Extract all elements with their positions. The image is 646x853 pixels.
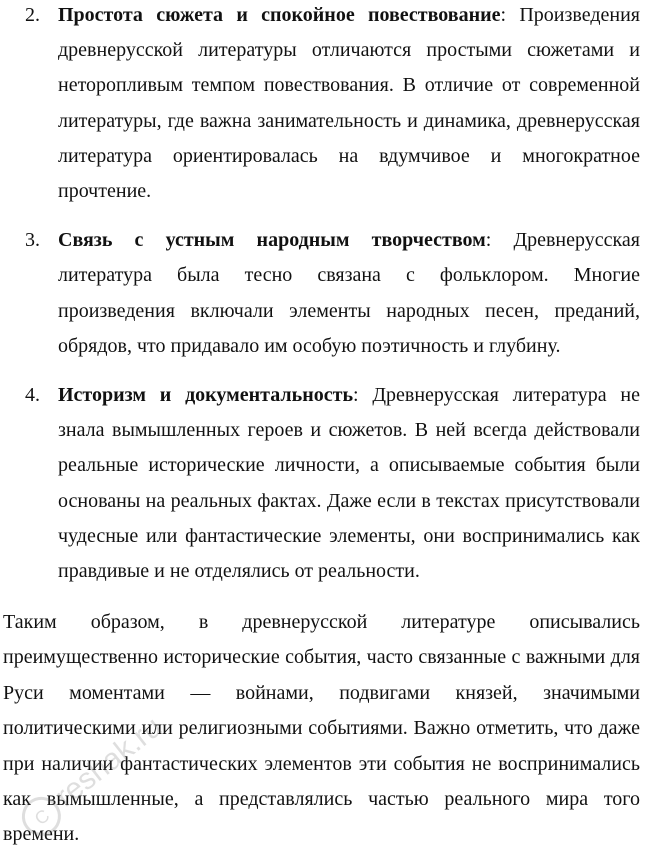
list-term: Связь с устным народным творчеством (58, 229, 486, 252)
list-number: 3. (25, 229, 40, 252)
svg-text:C: C (30, 805, 54, 830)
list-text: : Произведения древнерусской литературы отличаются простыми сюжетами и неторопливым темпом повествования. В отличие от современной литературы, где важна занимательность и динамика, древнерусская литература ориентировалась на вдумчивое и многократное прочтение. (58, 4, 640, 203)
list-item-3 (0, 223, 646, 364)
list-text: : Древнерусская литература была тесно связана с фольклором. Многие произведения включали элементы народных песен, преданий, обрядов, что придавало им особую поэтичность и глубину. (58, 229, 640, 357)
list-term: Историзм и документальность (58, 384, 354, 407)
list-number: 4. (25, 384, 40, 407)
list-item-2 (0, 0, 646, 209)
list-term: Простота сюжета и спокойное повествование (58, 4, 501, 26)
list-text: : Древнерусская литература не знала вымышленных героев и сюжетов. В ней всегда действовали реальные исторические личности, а описываемые события были основаны на реальных фактах. Даже если в текстах присутствовали чудесные или фантастические элементы, они воспринимались как правдивые и не отделялись от реальности. (58, 384, 640, 583)
watermark-text: reshak.ru (49, 710, 169, 814)
list-number: 2. (25, 4, 40, 26)
list-item-4 (0, 378, 646, 589)
conclusion-paragraph: Таким образом, в древнерусской литературе описывались преимущественно исторические события, часто связанные с важными для Руси моментами — войнами, подвигами князей, значимыми политическими или религиозными событиями. Важно отметить, что даже при наличии фантастических элементов эти события не воспринимались как вымышленные, а представлялись частью реального мира того времени. (3, 611, 640, 846)
